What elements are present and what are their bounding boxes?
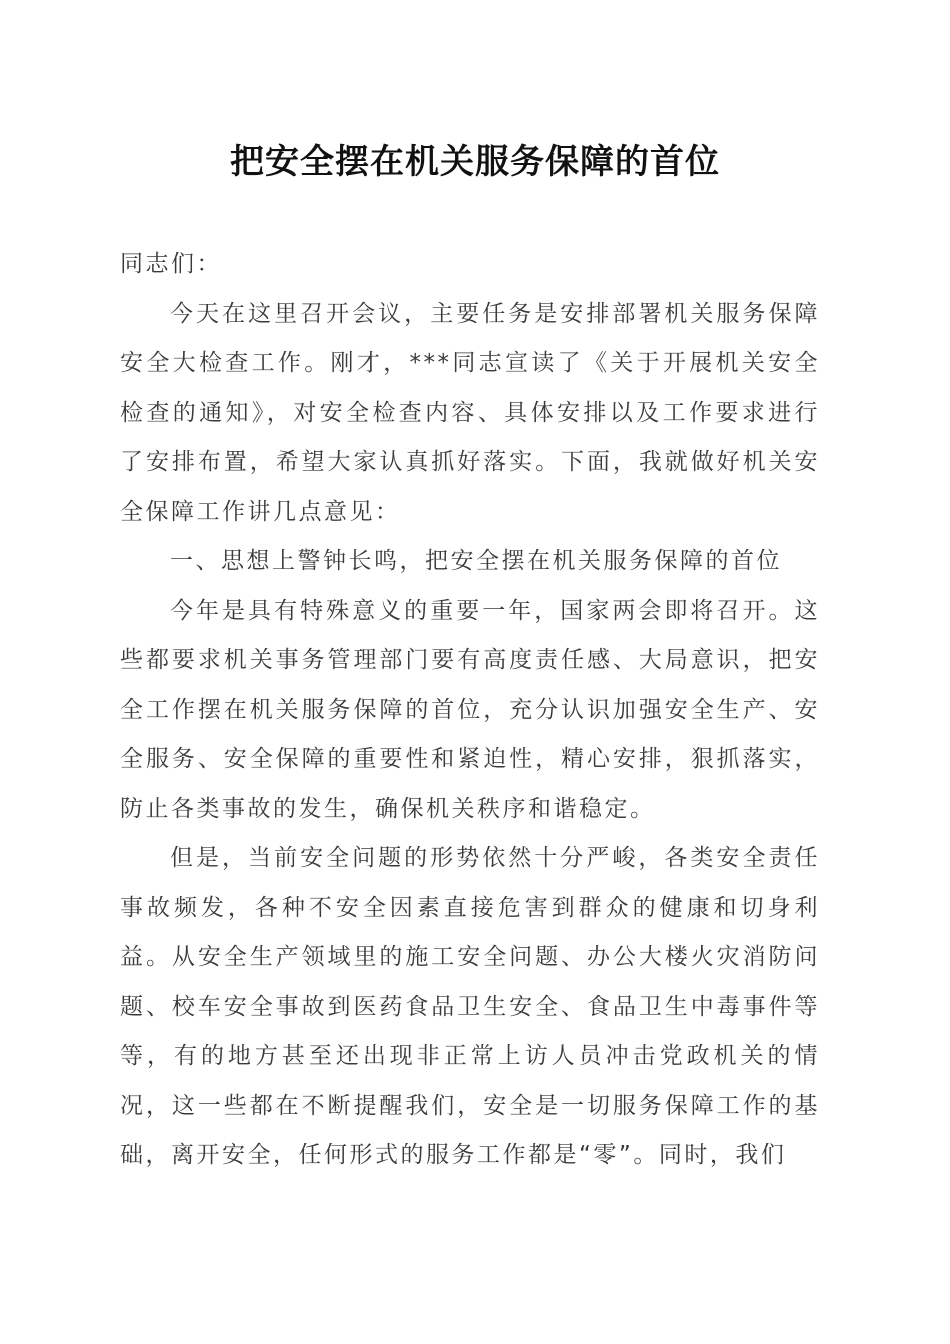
paragraph-situation: 但是，当前安全问题的形势依然十分严峻，各类安全责任事故频发，各种不安全因素直接危害到群众的健康和切身利益。从安全生产领域里的施工安全问题、办公大楼火灾消防问题、校车安全事故到医药食品卫生安全、食品卫生中毒事件等等，有的地方甚至还出现非正常上访人员冲击党政机关的情况，这一些都在不断提醒我们，安全是一切服务保障工作的基础，离开安全，任何形式的服务工作都是“零”。同时，我们 (120, 845, 820, 1168)
section-heading-1: 一、思想上警钟长鸣，把安全摆在机关服务保障的首位 (170, 548, 782, 574)
document-title: 把安全摆在机关服务保障的首位 (230, 142, 720, 182)
paragraph-intro: 今天在这里召开会议，主要任务是安排部署机关服务保障安全大检查工作。刚才，***同志宣读了《关于开展机关安全检查的通知》，对安全检查内容、具体安排以及工作要求进行了安排布置，希望大家认真抓好落实。下面，我就做好机关安全保障工作讲几点意见： (120, 300, 820, 525)
salutation: 同志们： (120, 251, 222, 277)
document-body (120, 240, 820, 1181)
paragraph-importance: 今年是具有特殊意义的重要一年，国家两会即将召开。这些都要求机关事务管理部门要有高度责任感、大局意识，把安全工作摆在机关服务保障的首位，充分认识加强安全生产、安全服务、安全保障的重要性和紧迫性，精心安排，狠抓落实，防止各类事故的发生，确保机关秩序和谐稳定。 (120, 597, 820, 822)
